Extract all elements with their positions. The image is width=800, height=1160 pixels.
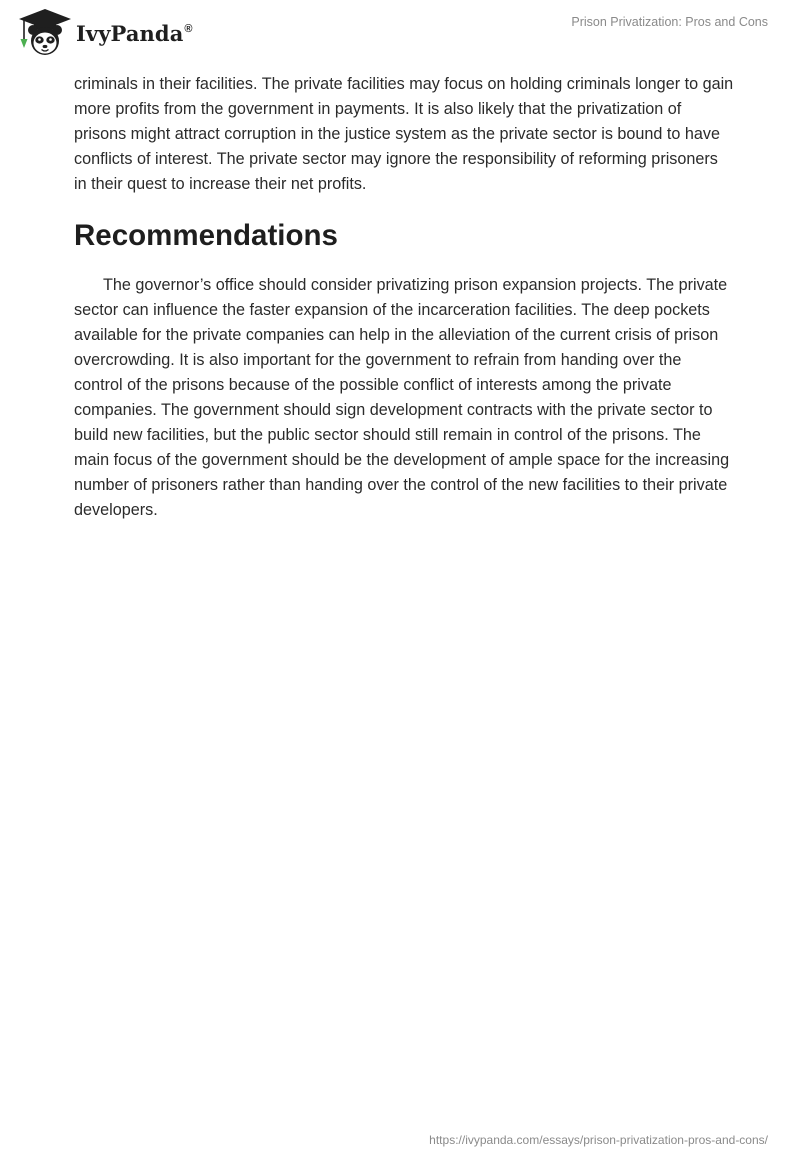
ivypanda-logo[interactable] xyxy=(16,8,193,56)
page-header xyxy=(0,0,800,64)
source-url[interactable]: https://ivypanda.com/essays/prison-privatization-pros-and-cons/ xyxy=(429,1133,768,1147)
essay-content xyxy=(74,72,734,523)
section-heading-recommendations: Recommendations xyxy=(74,219,338,252)
body-paragraph-continued: criminals in their facilities. The private facilities may focus on holding criminals longer to gain more profits from the government in payments. It is also likely that the privatization of prisons might attract corruption in the justice system as the private sector is bound to have conflicts of interest. The private sector may ignore the responsibility of reforming prisoners in their quest to increase their net profits. xyxy=(74,75,734,193)
document-title: Prison Privatization: Pros and Cons xyxy=(571,15,768,29)
panda-graduate-icon xyxy=(16,8,74,56)
brand-name: IvyPanda® xyxy=(76,20,193,46)
body-paragraph-recommendations: The governor’s office should consider privatizing prison expansion projects. The private sector can influence the faster expansion of the incarceration facilities. The deep pockets available for the private companies can help in the alleviation of the current crisis of prison overcrowding. It is also important for the government to refrain from handing over the control of the prisons because of the possible conflict of interests among the private companies. The government should sign development contracts with the private sector to build new facilities, but the public sector should still remain in control of the prisons. The main focus of the government should be the development of ample space for the increasing number of prisoners rather than handing over the control of the new facilities to their private developers. xyxy=(74,276,730,519)
registered-mark: ® xyxy=(184,22,193,35)
